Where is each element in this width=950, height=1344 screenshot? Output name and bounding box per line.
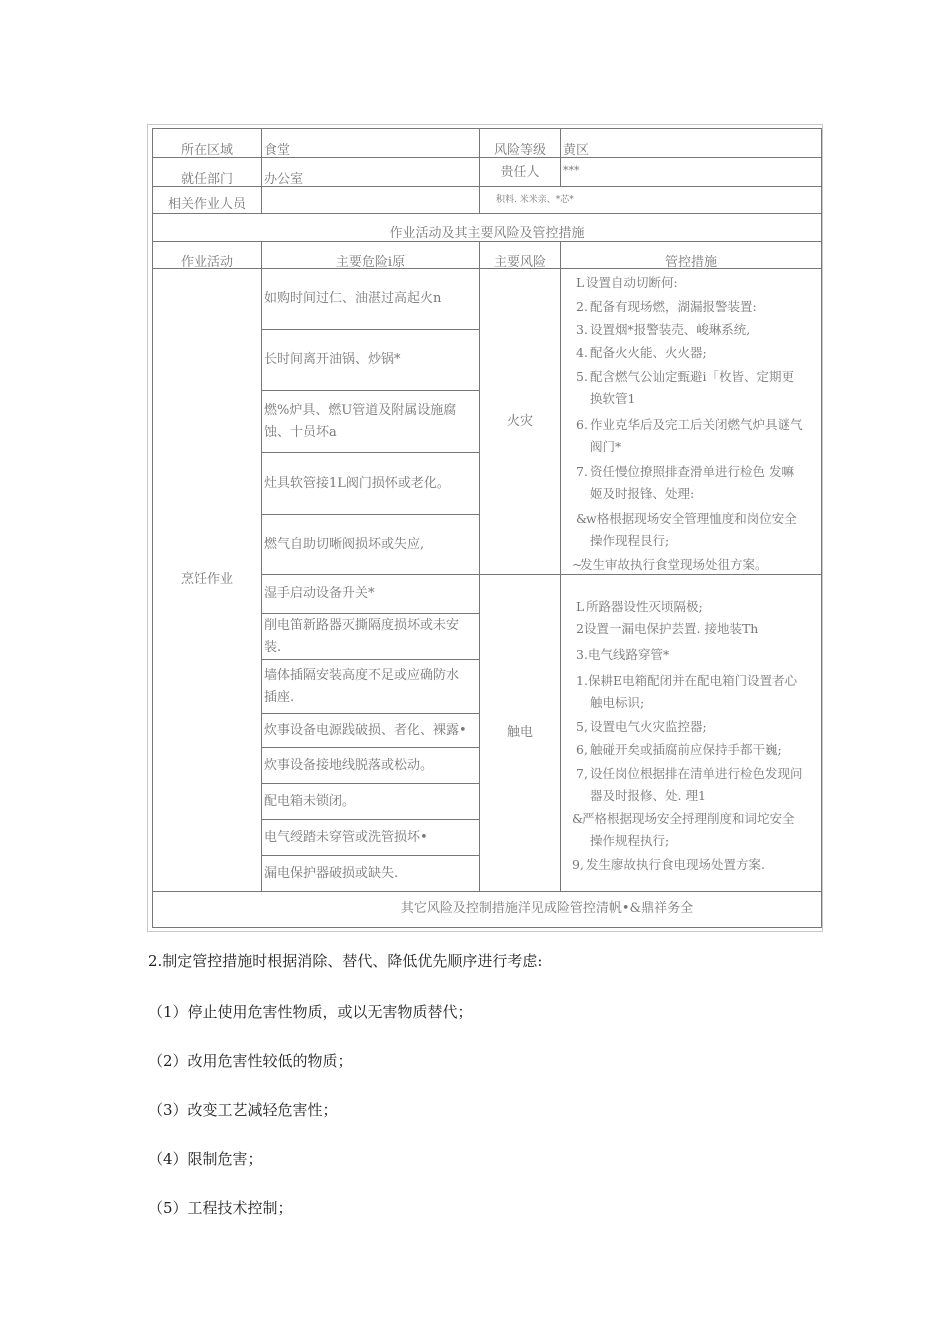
person-label: 贵任人 [479,157,561,187]
fire-hazard-row: 如购时间过仁、油湛过高起火n [261,268,480,330]
staff-value: 积料. 米米亲、*芯* [479,186,822,214]
risk-fire-text: 火灾 [506,413,533,429]
header-measures: 管控措施 [560,241,822,269]
staff-empty [261,186,480,214]
shock-hazard-row: 墙体插隔安装高度不足或应确防水 插座. [261,659,480,714]
area-value: 食堂 [261,128,480,158]
body-item-4: （4）限制危害； [148,1150,263,1168]
shock-hazard-row: 炊事设备电源践破损、者化、裸露• [261,713,480,748]
shock-hazard-row: 削电笛新路器灭撕隔度损坏或未安 装. [261,613,480,660]
fire-hazard-row: 长时间离开油锅、炒锅* [261,329,480,391]
risk-fire-cell [479,268,561,575]
body-item-1: （1）停止使用危害性物质，或以无害物质替代； [148,1003,473,1021]
shock-hazard-row: 湿手启动设备升关* [261,574,480,614]
fire-hazard-row: 灶具软管接1L阀门损怀或老化。 [261,452,480,515]
fire-measures-list: L 设置自动切断何: 2. 配备有现场燃，湖漏报警装置: 3. 设置烟*报警装売、峻琳系统, 4. 配备火火能、火火器; 5. 配含燃气公讪定甄避i「枚皆、定期更 换软管1 6. 作业克华后及完工后关闭燃气炉具谜气 阀门* 7. 资任慢位撩照排查滑单进行检色 发嘛 姬及时报锋、处理: & w格根据现场安全管理恤度和岗位安全 操作现程艮行; ~ 发生审故执行食堂现场处徂方案。 [572,275,803,572]
shock-measures-list: L 所路器设性灭顷隔极; 2 设置一漏电保护芸置. 接地装Th 3. 电气线路穿管* 1. 保耕E电箱配闭并在配电箱门设置者心 触电标识; 5, 设置电气火灾监控器; 6, 触碰开矣或插腐前应保持手都干巍; 7, 设任岗位根据排在清单进行检色发现问 器及时报修、处. 理1 & 严格根据现场安全捋理削度和词坨安全 操作规程执行; 9, 发生廖故执行食电现场处置方案. [572,599,803,872]
activity-cell [152,268,262,892]
body-item-5: （5）工程技术控制； [148,1199,293,1217]
fire-hazard-row: 燃%炉具、燃U管道及附属设施腐 蚀、十员坏a [261,390,480,453]
table-footer: 其它风险及控制措施洋见成险管控清帆•&鼎祥务全 [152,891,822,928]
shock-hazard-row: 配电箱未锁闭。 [261,783,480,820]
header-risk: 主要风险 [479,241,561,269]
body-intro: 2.制定管控措施时根据消除、替代、降低优先顺序进行考虑: [148,952,543,970]
header-activity: 作业活动 [152,241,262,269]
risk-level-value: 黄区 [560,128,822,158]
fire-hazard-row: 燃气自助切晰阀损坏或失应, [261,514,480,575]
shock-hazard-row: 炊事设备接地线脱落或松动。 [261,747,480,784]
risk-shock-cell [479,574,561,892]
risk-shock-text: 触电 [506,725,533,740]
section-title: 作业活动及其主要风险及管控措施 [152,213,822,242]
body-item-3: （3）改变工艺减轻危害性； [148,1101,338,1119]
body-item-2: （2）改用危害性较低的物质； [148,1052,353,1070]
shock-hazard-row: 漏电保护器破损或缺失. [261,855,480,892]
activity-text: 烹饪作业 [180,572,233,587]
risk-level-label: 风险等级 [479,128,561,158]
staff-label: 相关作业人员 [152,186,262,214]
header-hazard: 主要危险i原 [261,241,480,269]
area-label: 所在区域 [152,128,262,158]
dept-value: 办公室 [261,157,480,187]
person-value: *** [560,157,822,187]
dept-label: 就任部门 [152,157,262,187]
shock-hazard-row: 电气绶踏未穿管或洗管损坏• [261,819,480,856]
